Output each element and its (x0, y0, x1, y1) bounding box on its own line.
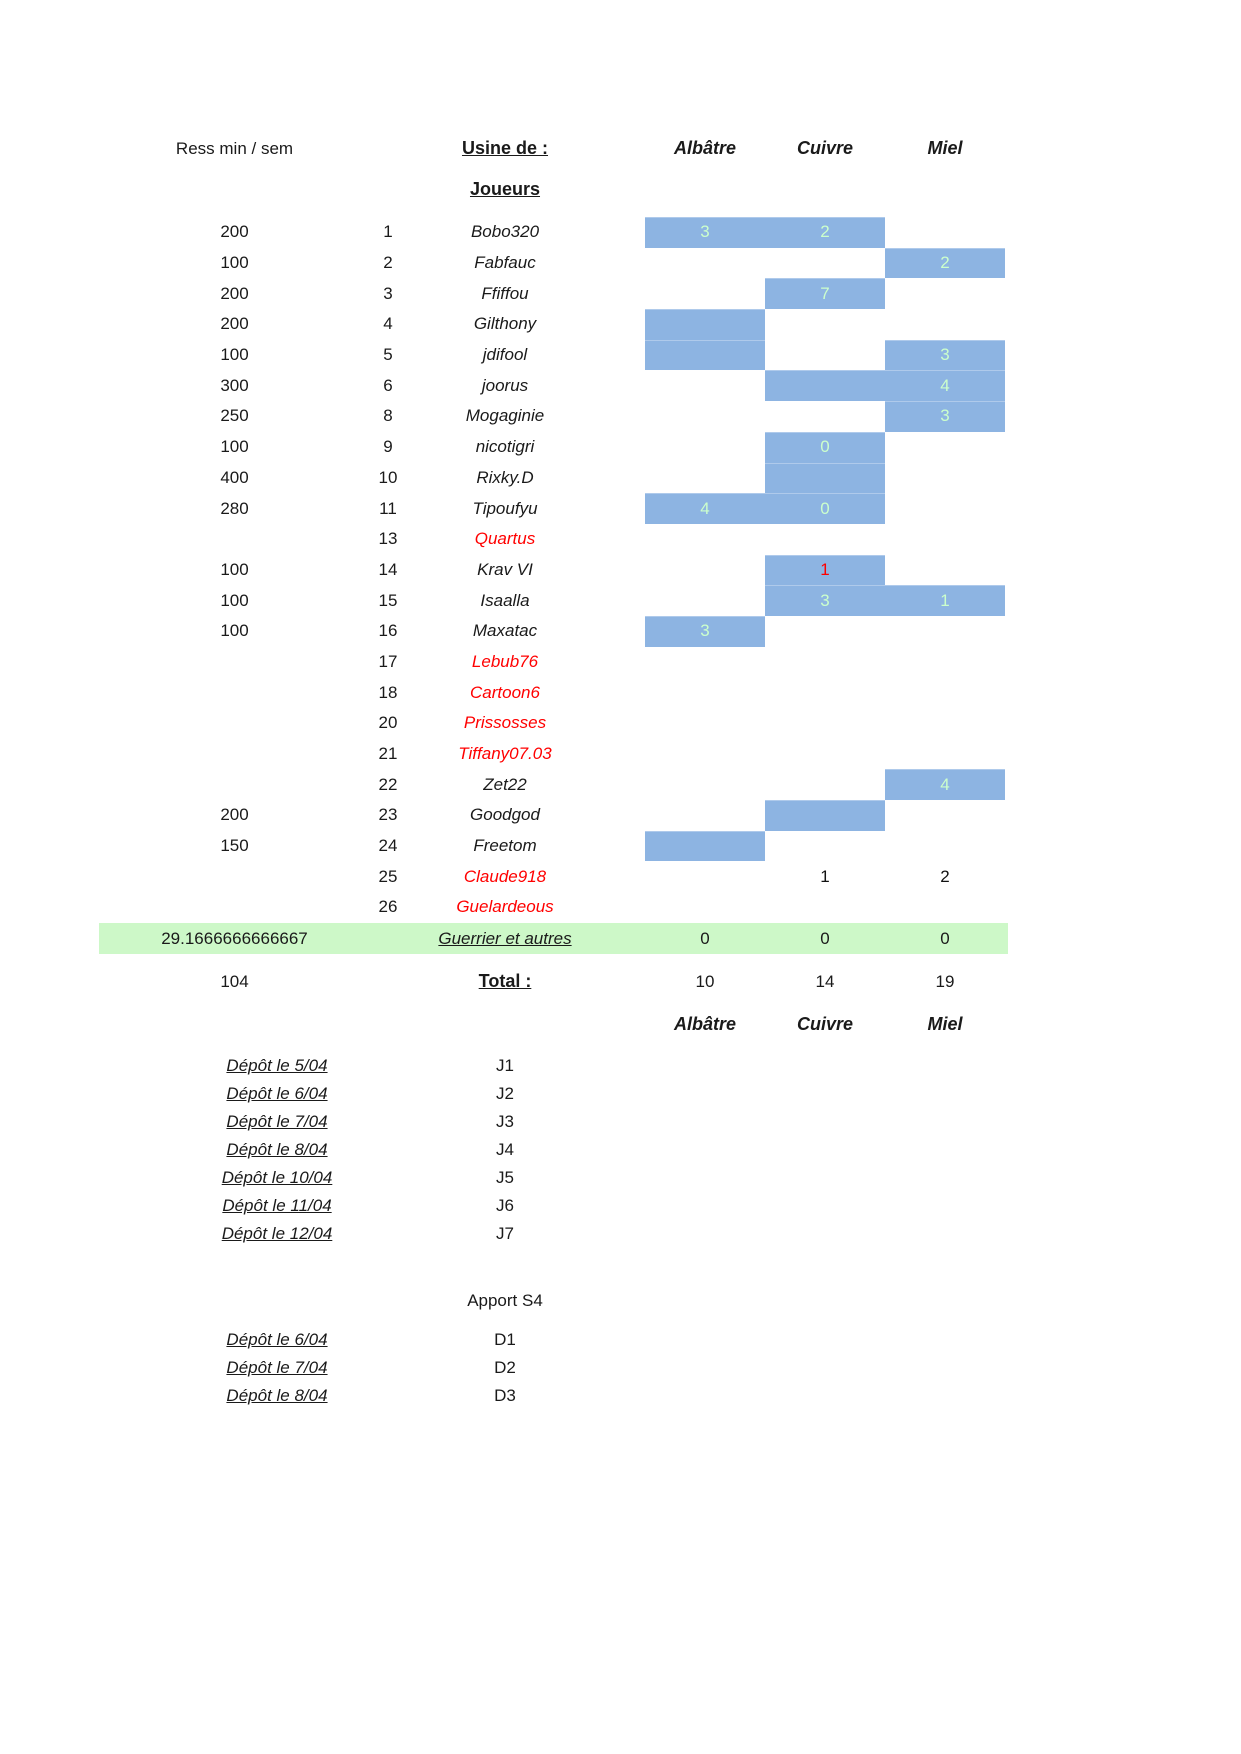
player-name: Krav VI (477, 559, 533, 579)
player-name: Cartoon6 (470, 682, 540, 702)
row-number: 25 (378, 866, 398, 886)
deposit-code: D1 (494, 1330, 516, 1349)
resource-cell-cuivre: 0 (765, 493, 885, 524)
resource-cell-cuivre: 1 (820, 866, 830, 886)
player-name: Lebub76 (471, 651, 539, 671)
deposit-row (99, 1080, 1008, 1108)
resource-cell-albatre: 3 (645, 217, 765, 248)
player-row (99, 616, 1008, 647)
players-rows (99, 217, 1008, 923)
player-row (99, 340, 1008, 371)
row-number: 21 (378, 744, 398, 764)
ress-value: 100 (220, 437, 249, 457)
deposit-code: D3 (494, 1386, 516, 1405)
ress-value (99, 647, 370, 678)
resource-cell-miel: 4 (885, 370, 1005, 401)
ress-value: 100 (220, 621, 249, 641)
guerrier-cuivre: 0 (820, 928, 830, 948)
total-ress: 104 (220, 971, 249, 991)
deposit-row (99, 1354, 1008, 1382)
player-name: joorus (481, 375, 529, 395)
guerrier-miel: 0 (940, 928, 950, 948)
player-name: Mogaginie (465, 406, 545, 426)
total-miel: 19 (935, 971, 955, 991)
row-number: 10 (378, 467, 398, 487)
footer-col-albatre: Albâtre (673, 1014, 736, 1034)
deposit-code: J4 (496, 1140, 514, 1159)
deposit-row (99, 1192, 1008, 1220)
row-number: 13 (378, 529, 398, 549)
ress-value (99, 861, 370, 892)
player-name: Gilthony (473, 314, 537, 334)
row-number: 16 (378, 621, 398, 641)
player-name: Fabfauc (474, 253, 536, 273)
ress-value: 250 (220, 406, 249, 426)
header-col-cuivre: Cuivre (796, 138, 854, 158)
deposit-code: J2 (496, 1084, 514, 1103)
deposit-code: D2 (494, 1358, 516, 1377)
resource-cell-albatre (645, 340, 765, 371)
guerrier-ress: 29.1666666666667 (161, 928, 308, 948)
row-number: 17 (378, 651, 398, 671)
deposit-label: Dépôt le 11/04 (222, 1196, 332, 1215)
player-row (99, 493, 1008, 524)
ress-value: 200 (220, 805, 249, 825)
ress-value (99, 769, 370, 800)
footer-col-cuivre: Cuivre (796, 1014, 854, 1034)
player-row (99, 432, 1008, 463)
header-usine-label: Usine de : (461, 138, 549, 158)
deposit-row (99, 1164, 1008, 1192)
deposit-label: Dépôt le 12/04 (221, 1224, 333, 1243)
deposit-label: Dépôt le 8/04 (226, 1386, 328, 1405)
total-label: Total : (478, 971, 532, 991)
player-row (99, 647, 1008, 678)
player-row (99, 278, 1008, 309)
row-number: 1 (383, 222, 393, 242)
deposit-label: Dépôt le 7/04 (226, 1112, 328, 1131)
player-row (99, 831, 1008, 862)
player-row (99, 217, 1008, 248)
player-row (99, 524, 1008, 555)
resource-cell-miel: 2 (940, 866, 950, 886)
footer-header-row (99, 1009, 1008, 1040)
player-name: Ffiffou (481, 283, 529, 303)
player-name: jdifool (482, 345, 528, 365)
row-number: 4 (383, 314, 393, 334)
player-row (99, 800, 1008, 831)
ress-value: 280 (220, 498, 249, 518)
row-number: 8 (383, 406, 393, 426)
player-name: Goodgod (470, 805, 540, 825)
header-joueurs-label: Joueurs (469, 179, 541, 199)
player-name: Tipoufyu (472, 498, 538, 518)
deposit-label: Dépôt le 6/04 (226, 1084, 328, 1103)
total-albatre: 10 (695, 971, 715, 991)
deposit-label: Dépôt le 10/04 (221, 1168, 333, 1187)
deposits-d-section (99, 1326, 1008, 1410)
player-name: Freetom (473, 836, 537, 856)
player-row (99, 769, 1008, 800)
row-number: 14 (378, 559, 398, 579)
ress-value: 100 (220, 590, 249, 610)
player-row (99, 463, 1008, 494)
deposit-label: Dépôt le 8/04 (226, 1140, 328, 1159)
player-name: Guelardeous (456, 897, 554, 917)
deposit-code: J5 (496, 1168, 514, 1187)
row-number: 5 (383, 345, 393, 365)
ress-value: 150 (220, 836, 249, 856)
resource-cell-cuivre: 7 (765, 278, 885, 309)
apport-label: Apport S4 (467, 1291, 543, 1310)
deposit-row (99, 1326, 1008, 1354)
deposit-label: Dépôt le 6/04 (226, 1330, 328, 1349)
player-name: Zet22 (483, 774, 527, 794)
player-row (99, 248, 1008, 279)
resource-cell-miel: 1 (885, 585, 1005, 616)
deposit-row (99, 1220, 1008, 1248)
footer-col-miel: Miel (927, 1014, 963, 1034)
player-row (99, 370, 1008, 401)
resource-cell-cuivre: 0 (765, 432, 885, 463)
deposits-j-section (99, 1052, 1008, 1248)
header-ress-label: Ress min / sem (175, 138, 294, 158)
row-number: 18 (378, 682, 398, 702)
deposit-label: Dépôt le 7/04 (226, 1358, 328, 1377)
ress-value: 300 (220, 375, 249, 395)
player-name: Tiffany07.03 (458, 744, 552, 764)
ress-value (99, 677, 370, 708)
row-number: 9 (383, 437, 393, 457)
player-name: Prissosses (463, 713, 547, 733)
deposit-code: J7 (496, 1224, 514, 1243)
ress-value: 400 (220, 467, 249, 487)
deposit-code: J6 (496, 1196, 514, 1215)
resource-cell-miel: 3 (885, 340, 1005, 371)
ress-value (99, 524, 370, 555)
row-number: 20 (378, 713, 398, 733)
player-row (99, 585, 1008, 616)
resource-cell-cuivre: 2 (765, 217, 885, 248)
player-row (99, 401, 1008, 432)
row-number: 3 (383, 283, 393, 303)
player-name: Maxatac (472, 621, 538, 641)
deposit-row (99, 1052, 1008, 1080)
row-number: 23 (378, 805, 398, 825)
resource-cell-miel: 4 (885, 769, 1005, 800)
player-row (99, 861, 1008, 892)
resource-cell-albatre (645, 831, 765, 862)
header-col-miel: Miel (927, 138, 963, 158)
player-name: Quartus (474, 529, 536, 549)
player-row (99, 309, 1008, 340)
resource-cell-albatre: 3 (645, 616, 765, 647)
deposit-label: Dépôt le 5/04 (226, 1056, 328, 1075)
player-name: Rixky.D (476, 467, 534, 487)
player-name: Isaalla (480, 590, 530, 610)
resource-cell-cuivre (765, 463, 885, 494)
resource-cell-cuivre (765, 800, 885, 831)
player-name: Claude918 (463, 866, 547, 886)
ress-value: 100 (220, 559, 249, 579)
row-number: 26 (378, 897, 398, 917)
ress-value: 200 (220, 314, 249, 334)
resource-cell-albatre: 4 (645, 493, 765, 524)
deposit-row (99, 1136, 1008, 1164)
player-name: Bobo320 (470, 222, 540, 242)
row-number: 24 (378, 836, 398, 856)
resource-cell-miel: 2 (885, 248, 1005, 279)
row-number: 22 (378, 774, 398, 794)
ress-value: 100 (220, 253, 249, 273)
total-row (99, 966, 1008, 997)
ress-value: 200 (220, 222, 249, 242)
resource-cell-cuivre (765, 370, 885, 401)
resource-cell-albatre (645, 309, 765, 340)
guerrier-label: Guerrier et autres (438, 928, 572, 948)
ress-value: 100 (220, 345, 249, 365)
resource-cell-cuivre: 3 (765, 585, 885, 616)
row-number: 2 (383, 253, 393, 273)
row-number: 6 (383, 375, 393, 395)
total-cuivre: 14 (815, 971, 835, 991)
guerrier-row (99, 923, 1008, 954)
player-row (99, 708, 1008, 739)
player-row (99, 892, 1008, 923)
resource-cell-cuivre: 1 (765, 555, 885, 586)
row-number: 15 (378, 590, 398, 610)
deposit-row (99, 1108, 1008, 1136)
deposit-row (99, 1382, 1008, 1410)
deposit-code: J3 (496, 1112, 514, 1131)
header-col-albatre: Albâtre (673, 138, 736, 158)
ress-value (99, 708, 370, 739)
ress-value (99, 739, 370, 770)
row-number: 11 (379, 498, 397, 518)
deposit-code: J1 (496, 1056, 514, 1075)
player-row (99, 555, 1008, 586)
guerrier-albatre: 0 (700, 928, 710, 948)
ress-value (99, 892, 370, 923)
player-name: nicotigri (475, 437, 535, 457)
player-row (99, 677, 1008, 708)
ress-value: 200 (220, 283, 249, 303)
player-row (99, 739, 1008, 770)
resource-cell-miel: 3 (885, 401, 1005, 432)
